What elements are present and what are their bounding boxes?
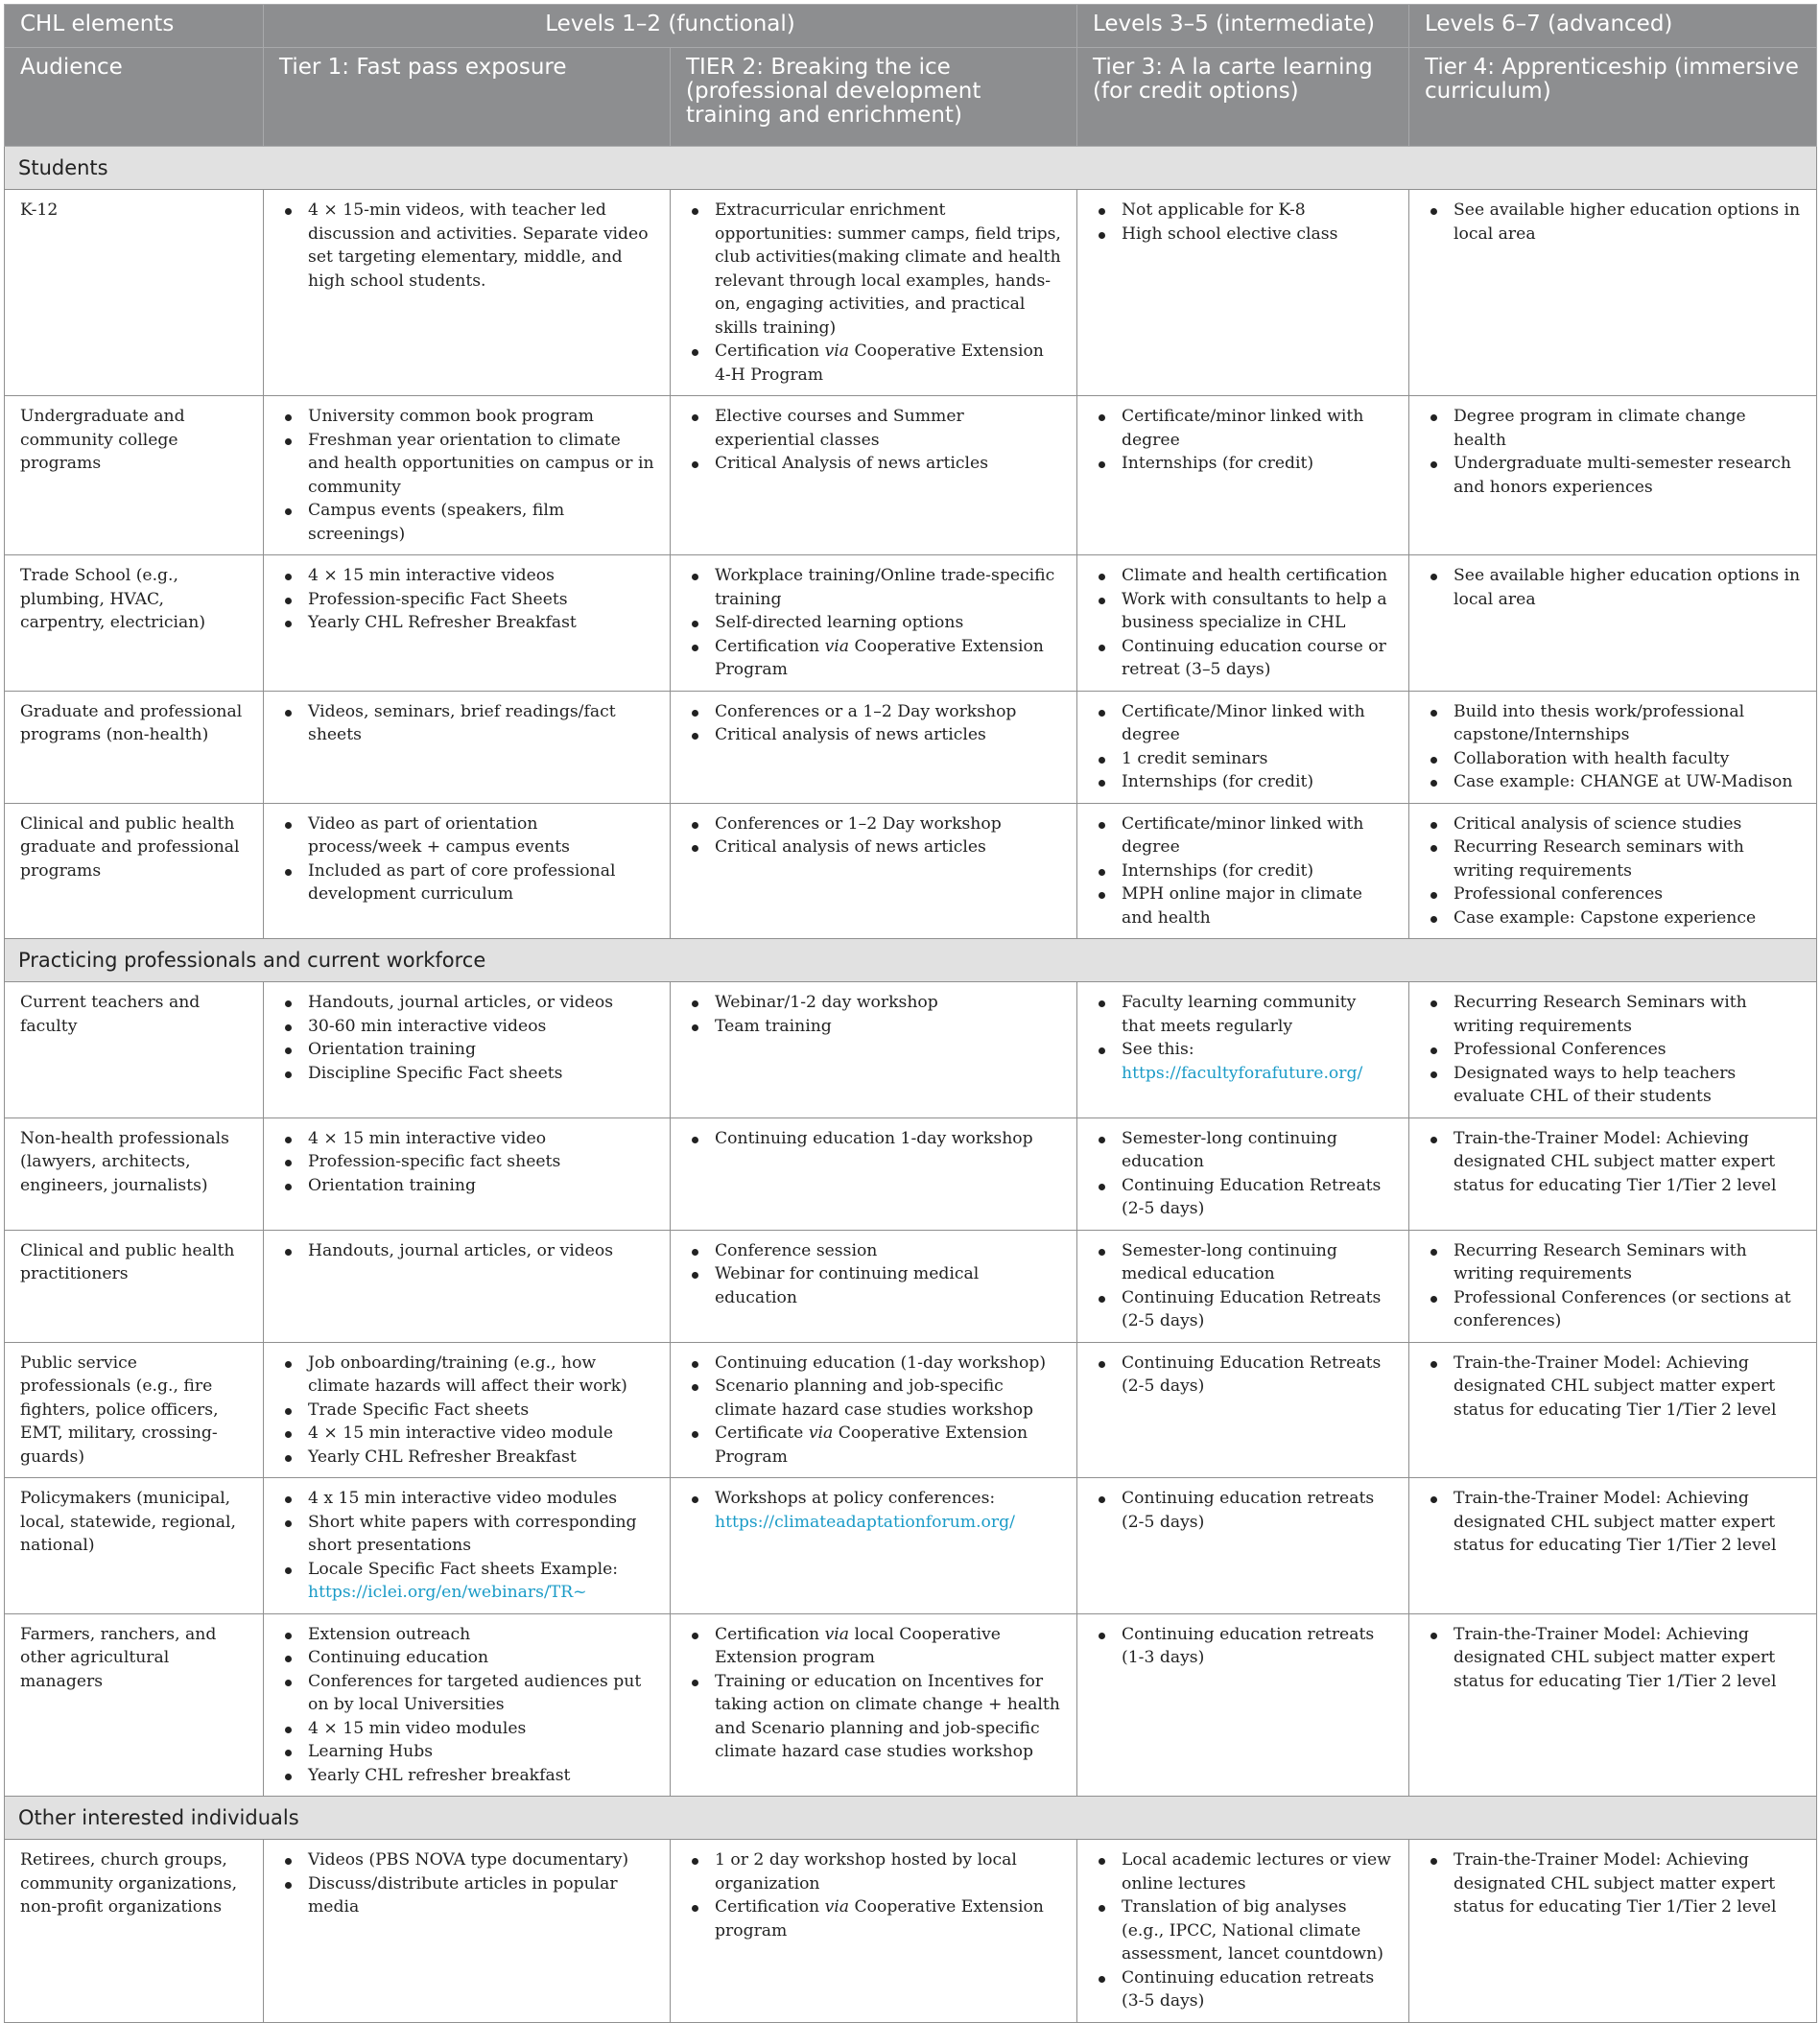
header-levels-3-5: Levels 3–5 (intermediate): [1077, 5, 1409, 48]
bullet-list: [686, 991, 1061, 1038]
bullet-item: Webinar for continuing medical education: [686, 1262, 1061, 1309]
table-row: [5, 982, 1817, 1118]
bullet-item: Certificate/Minor linked with degree: [1093, 700, 1393, 747]
bullet-item: Yearly CHL Refresher Breakfast: [279, 611, 654, 635]
bullet-item: Locale Specific Fact sheets Example: https://iclei.org/en/webinars/TR~: [279, 1558, 654, 1605]
bullet-item: See available higher education options in local area: [1425, 199, 1801, 246]
bullet-item: 4 × 15 min interactive video: [279, 1127, 654, 1151]
section-title: Other interested individuals: [5, 1797, 1817, 1840]
audience-cell: Graduate and professional programs (non-health): [5, 691, 264, 803]
bullet-item: Continuing education: [279, 1646, 654, 1670]
tier-3-cell: [1077, 190, 1409, 396]
tier-1-cell: [264, 803, 671, 939]
url-link[interactable]: https://facultyforafuture.org/: [1122, 1063, 1363, 1083]
audience-cell: Public service professionals (e.g., fire fighters, police officers, EMT, military, crossing-guards): [5, 1342, 264, 1478]
bullet-list: [1425, 700, 1801, 794]
bullet-item: Build into thesis work/professional capstone/Internships: [1425, 700, 1801, 747]
section-title: Students: [5, 147, 1817, 190]
bullet-item: Trade Specific Fact sheets: [279, 1399, 654, 1423]
bullet-list: [686, 1848, 1061, 1942]
tier-3-cell: [1077, 803, 1409, 939]
tier-3-cell: [1077, 1342, 1409, 1478]
tier-2-cell: [671, 691, 1077, 803]
audience-cell: Trade School (e.g., plumbing, HVAC, carpentry, electrician): [5, 555, 264, 692]
tier-1-cell: [264, 691, 671, 803]
table-row: [5, 396, 1817, 555]
bullet-list: [279, 1127, 654, 1198]
url-link[interactable]: https://climateadaptationforum.org/: [715, 1512, 1015, 1532]
section-row: [5, 147, 1817, 190]
bullet-item: 4 × 15-min videos, with teacher led discussion and activities. Separate video set targeting elementary, middle, and high school students.: [279, 199, 654, 293]
tier-3-cell: [1077, 396, 1409, 555]
tier-4-cell: [1409, 691, 1817, 803]
tier-2-cell: [671, 1342, 1077, 1478]
audience-cell: Clinical and public health graduate and professional programs: [5, 803, 264, 939]
bullet-item: Critical analysis of news articles: [686, 835, 1061, 859]
bullet-item: Extracurricular enrichment opportunities: summer camps, field trips, club activities(making climate and health relevant through local examples, hands-on, engaging activities, and practical skills training): [686, 199, 1061, 340]
tier-2-cell: [671, 555, 1077, 692]
tier-2-cell: [671, 1613, 1077, 1797]
table-row: [5, 691, 1817, 803]
audience-cell: Clinical and public health practitioners: [5, 1230, 264, 1342]
table-row: [5, 1230, 1817, 1342]
table-row: [5, 555, 1817, 692]
header-tier-4: Tier 4: Apprenticeship (immersive curriculum): [1409, 48, 1817, 147]
bullet-item: Job onboarding/training (e.g., how climate hazards will affect their work): [279, 1352, 654, 1399]
bullet-item: Work with consultants to help a business specialize in CHL: [1093, 588, 1393, 635]
bullet-list: [279, 1352, 654, 1470]
bullet-item: Certification via Cooperative Extension Program: [686, 635, 1061, 682]
bullet-item: Continuing Education Retreats (2-5 days): [1093, 1286, 1393, 1333]
audience-cell: Policymakers (municipal, local, statewide, regional, national): [5, 1478, 264, 1614]
bullet-item: Extension outreach: [279, 1623, 654, 1647]
bullet-item: Case example: CHANGE at UW-Madison: [1425, 770, 1801, 794]
bullet-list: [279, 564, 654, 635]
bullet-item: Freshman year orientation to climate and health opportunities on campus or in community: [279, 429, 654, 500]
bullet-item: 30-60 min interactive videos: [279, 1015, 654, 1039]
bullet-list: [1093, 812, 1393, 930]
bullet-item: Internships (for credit): [1093, 770, 1393, 794]
header-chl-elements: CHL elements: [5, 5, 264, 48]
tier-1-cell: [264, 190, 671, 396]
bullet-item: Certificate/minor linked with degree: [1093, 405, 1393, 452]
tier-3-cell: [1077, 1230, 1409, 1342]
bullet-list: [1425, 1623, 1801, 1694]
bullet-list: [279, 199, 654, 293]
bullet-item: 4 × 15 min interactive video module: [279, 1422, 654, 1446]
header-levels-1-2: Levels 1–2 (functional): [264, 5, 1077, 48]
bullet-list: [279, 1623, 654, 1788]
bullet-list: [1093, 1848, 1393, 2013]
table-row: [5, 1478, 1817, 1614]
bullet-item: Campus events (speakers, film screenings): [279, 499, 654, 546]
table-body: [5, 147, 1817, 2023]
bullet-item: Certification via local Cooperative Extension program: [686, 1623, 1061, 1670]
bullet-item: Certification via Cooperative Extension program: [686, 1895, 1061, 1942]
bullet-item: Elective courses and Summer experiential classes: [686, 405, 1061, 452]
bullet-item: Internships (for credit): [1093, 859, 1393, 883]
bullet-list: [1093, 1352, 1393, 1399]
bullet-list: [1425, 1848, 1801, 1919]
bullet-item: Continuing education (1-day workshop): [686, 1352, 1061, 1376]
bullet-list: [1093, 199, 1393, 246]
bullet-item: Yearly CHL refresher breakfast: [279, 1764, 654, 1788]
tier-2-cell: [671, 1230, 1077, 1342]
table-row: [5, 1342, 1817, 1478]
tier-2-cell: [671, 803, 1077, 939]
tiers-row: [5, 48, 1817, 147]
tier-3-cell: [1077, 1840, 1409, 2023]
bullet-list: [1093, 1127, 1393, 1221]
bullet-item: MPH online major in climate and health: [1093, 882, 1393, 929]
bullet-list: [1093, 1623, 1393, 1670]
bullet-list: [1425, 1239, 1801, 1333]
bullet-item: Train-the-Trainer Model: Achieving designated CHL subject matter expert status for educating Tier 1/Tier 2 level: [1425, 1487, 1801, 1558]
bullet-list: [279, 1487, 654, 1605]
tier-3-cell: [1077, 1613, 1409, 1797]
tier-2-cell: [671, 396, 1077, 555]
bullet-list: [1093, 405, 1393, 476]
bullet-item: Conferences or 1–2 Day workshop: [686, 812, 1061, 836]
bullet-item: Local academic lectures or view online lectures: [1093, 1848, 1393, 1895]
bullet-list: [686, 1487, 1061, 1534]
bullet-item: Train-the-Trainer Model: Achieving designated CHL subject matter expert status for educating Tier 1/Tier 2 level: [1425, 1352, 1801, 1423]
tier-4-cell: [1409, 1613, 1817, 1797]
bullet-item: Faculty learning community that meets regularly: [1093, 991, 1393, 1038]
tier-4-cell: [1409, 1230, 1817, 1342]
bullet-item: Short white papers with corresponding short presentations: [279, 1511, 654, 1558]
header-levels-6-7: Levels 6–7 (advanced): [1409, 5, 1817, 48]
bullet-item: Recurring Research Seminars with writing requirements: [1425, 1239, 1801, 1286]
bullet-item: Train-the-Trainer Model: Achieving designated CHL subject matter expert status for educating Tier 1/Tier 2 level: [1425, 1623, 1801, 1694]
tier-2-cell: [671, 1117, 1077, 1230]
tier-1-cell: [264, 555, 671, 692]
bullet-list: [686, 564, 1061, 682]
bullet-list: [1425, 1127, 1801, 1198]
bullet-item: Critical analysis of science studies: [1425, 812, 1801, 836]
bullet-list: [1425, 1352, 1801, 1423]
tier-2-cell: [671, 1478, 1077, 1614]
bullet-item: Included as part of core professional development curriculum: [279, 859, 654, 906]
table-row: [5, 1613, 1817, 1797]
bullet-list: [1093, 1239, 1393, 1333]
bullet-item: Continuing Education Retreats (2-5 days): [1093, 1174, 1393, 1221]
bullet-list: [279, 700, 654, 747]
header-tier-2: TIER 2: Breaking the ice (professional development training and enrichment): [671, 48, 1077, 147]
bullet-item: Workplace training/Online trade-specific training: [686, 564, 1061, 611]
bullet-item: Discuss/distribute articles in popular media: [279, 1872, 654, 1919]
bullet-item: Professional conferences: [1425, 882, 1801, 906]
audience-cell: Farmers, ranchers, and other agricultural managers: [5, 1613, 264, 1797]
tier-2-cell: [671, 982, 1077, 1118]
bullet-item: Continuing education retreats (2-5 days): [1093, 1487, 1393, 1534]
bullet-item: Continuing education retreats (3-5 days): [1093, 1966, 1393, 2013]
tier-3-cell: [1077, 982, 1409, 1118]
bullet-list: [1093, 564, 1393, 682]
tier-4-cell: [1409, 555, 1817, 692]
tier-4-cell: [1409, 1478, 1817, 1614]
bullet-item: Discipline Specific Fact sheets: [279, 1062, 654, 1086]
header-audience: Audience: [5, 48, 264, 147]
bullet-item: Professional Conferences: [1425, 1038, 1801, 1062]
tier-4-cell: [1409, 803, 1817, 939]
tier-1-cell: [264, 1230, 671, 1342]
bullet-item: Degree program in climate change health: [1425, 405, 1801, 452]
table-row: [5, 190, 1817, 396]
bullet-item: Certificate/minor linked with degree: [1093, 812, 1393, 859]
bullet-item: Training or education on Incentives for taking action on climate change + health and Scenario planning and job-specific climate hazard case studies workshop: [686, 1670, 1061, 1764]
bullet-item: Recurring Research Seminars with writing requirements: [1425, 991, 1801, 1038]
bullet-item: Conference session: [686, 1239, 1061, 1263]
bullet-list: [279, 1848, 654, 1919]
bullet-item: Critical analysis of news articles: [686, 723, 1061, 747]
bullet-item: Certification via Cooperative Extension 4-H Program: [686, 340, 1061, 387]
bullet-item: Train-the-Trainer Model: Achieving designated CHL subject matter expert status for educating Tier 1/Tier 2 level: [1425, 1848, 1801, 1919]
tier-1-cell: [264, 1478, 671, 1614]
tier-1-cell: [264, 982, 671, 1118]
table-row: [5, 1840, 1817, 2023]
tier-2-cell: [671, 190, 1077, 396]
bullet-item: Train-the-Trainer Model: Achieving designated CHL subject matter expert status for educating Tier 1/Tier 2 level: [1425, 1127, 1801, 1198]
bullet-list: [1425, 812, 1801, 930]
tier-4-cell: [1409, 1342, 1817, 1478]
bullet-item: Self-directed learning options: [686, 611, 1061, 635]
bullet-item: Conferences for targeted audiences put on by local Universities: [279, 1670, 654, 1717]
audience-cell: Retirees, church groups, community organizations, non-profit organizations: [5, 1840, 264, 2023]
bullet-item: Translation of big analyses (e.g., IPCC, National climate assessment, lancet countdown): [1093, 1895, 1393, 1966]
tier-1-cell: [264, 1117, 671, 1230]
tier-3-cell: [1077, 691, 1409, 803]
bullet-item: Not applicable for K-8: [1093, 199, 1393, 223]
bullet-item: Recurring Research seminars with writing requirements: [1425, 835, 1801, 882]
bullet-item: Critical Analysis of news articles: [686, 452, 1061, 476]
bullet-item: 4 × 15 min video modules: [279, 1717, 654, 1741]
tier-3-cell: [1077, 555, 1409, 692]
bullet-item: Continuing education retreats (1-3 days): [1093, 1623, 1393, 1670]
url-link[interactable]: https://iclei.org/en/webinars/TR~: [308, 1583, 587, 1602]
bullet-list: [1425, 199, 1801, 246]
bullet-list: [686, 812, 1061, 859]
bullet-item: 4 × 15 min interactive videos: [279, 564, 654, 588]
bullet-list: [279, 405, 654, 546]
bullet-item: Case example: Capstone experience: [1425, 906, 1801, 930]
bullet-item: University common book program: [279, 405, 654, 429]
bullet-item: Certificate via Cooperative Extension Program: [686, 1422, 1061, 1469]
tier-1-cell: [264, 1342, 671, 1478]
tier-4-cell: [1409, 1840, 1817, 2023]
bullet-item: Videos, seminars, brief readings/fact sheets: [279, 700, 654, 747]
tier-1-cell: [264, 1840, 671, 2023]
tier-3-cell: [1077, 1478, 1409, 1614]
tier-4-cell: [1409, 396, 1817, 555]
bullet-item: Handouts, journal articles, or videos: [279, 1239, 654, 1263]
bullet-item: Workshops at policy conferences: https://climateadaptationforum.org/: [686, 1487, 1061, 1534]
bullet-item: Profession-specific fact sheets: [279, 1150, 654, 1174]
tier-1-cell: [264, 396, 671, 555]
audience-cell: Current teachers and faculty: [5, 982, 264, 1118]
bullet-list: [686, 1127, 1061, 1151]
bullet-item: Webinar/1-2 day workshop: [686, 991, 1061, 1015]
bullet-item: Professional Conferences (or sections at conferences): [1425, 1286, 1801, 1333]
section-row: [5, 939, 1817, 982]
header-tier-3: Tier 3: A la carte learning (for credit options): [1077, 48, 1409, 147]
bullet-list: [1425, 1487, 1801, 1558]
bullet-item: See available higher education options in local area: [1425, 564, 1801, 611]
audience-cell: K-12: [5, 190, 264, 396]
bullet-item: Semester-long continuing education: [1093, 1127, 1393, 1174]
bullet-item: Continuing Education Retreats (2-5 days): [1093, 1352, 1393, 1399]
table-row: [5, 803, 1817, 939]
levels-row: [5, 5, 1817, 48]
audience-cell: Undergraduate and community college programs: [5, 396, 264, 555]
chl-curriculum-table: [4, 4, 1817, 2023]
bullet-list: [279, 991, 654, 1085]
bullet-item: Handouts, journal articles, or videos: [279, 991, 654, 1015]
header-tier-1: Tier 1: Fast pass exposure: [264, 48, 671, 147]
bullet-item: 1 credit seminars: [1093, 747, 1393, 771]
bullet-item: Videos (PBS NOVA type documentary): [279, 1848, 654, 1872]
bullet-item: Team training: [686, 1015, 1061, 1039]
tier-2-cell: [671, 1840, 1077, 2023]
bullet-item: Profession-specific Fact Sheets: [279, 588, 654, 612]
bullet-list: [686, 1623, 1061, 1764]
bullet-item: Climate and health certification: [1093, 564, 1393, 588]
bullet-list: [686, 199, 1061, 387]
bullet-item: Semester-long continuing medical education: [1093, 1239, 1393, 1286]
bullet-item: Collaboration with health faculty: [1425, 747, 1801, 771]
bullet-item: 1 or 2 day workshop hosted by local organization: [686, 1848, 1061, 1895]
bullet-item: High school elective class: [1093, 223, 1393, 247]
bullet-item: Continuing education 1-day workshop: [686, 1127, 1061, 1151]
bullet-item: Yearly CHL Refresher Breakfast: [279, 1446, 654, 1470]
bullet-list: [1425, 991, 1801, 1109]
bullet-item: See this: https://facultyforafuture.org/: [1093, 1038, 1393, 1085]
bullet-item: Scenario planning and job-specific climate hazard case studies workshop: [686, 1375, 1061, 1422]
bullet-item: Internships (for credit): [1093, 452, 1393, 476]
bullet-list: [1093, 700, 1393, 794]
bullet-item: Orientation training: [279, 1038, 654, 1062]
section-title: Practicing professionals and current workforce: [5, 939, 1817, 982]
bullet-item: Designated ways to help teachers evaluate CHL of their students: [1425, 1062, 1801, 1109]
bullet-item: Undergraduate multi-semester research and honors experiences: [1425, 452, 1801, 499]
bullet-list: [1093, 1487, 1393, 1534]
tier-4-cell: [1409, 190, 1817, 396]
bullet-list: [1425, 564, 1801, 611]
audience-cell: Non-health professionals (lawyers, architects, engineers, journalists): [5, 1117, 264, 1230]
bullet-list: [279, 812, 654, 906]
table-header: [5, 5, 1817, 147]
bullet-item: Conferences or a 1–2 Day workshop: [686, 700, 1061, 724]
tier-1-cell: [264, 1613, 671, 1797]
tier-4-cell: [1409, 1117, 1817, 1230]
section-row: [5, 1797, 1817, 1840]
bullet-item: Video as part of orientation process/week + campus events: [279, 812, 654, 859]
bullet-list: [686, 1239, 1061, 1310]
tier-3-cell: [1077, 1117, 1409, 1230]
bullet-item: Orientation training: [279, 1174, 654, 1198]
table-row: [5, 1117, 1817, 1230]
bullet-list: [1093, 991, 1393, 1085]
bullet-list: [279, 1239, 654, 1263]
bullet-list: [1425, 405, 1801, 499]
bullet-list: [686, 700, 1061, 747]
bullet-item: Continuing education course or retreat (3–5 days): [1093, 635, 1393, 682]
tier-4-cell: [1409, 982, 1817, 1118]
bullet-list: [686, 1352, 1061, 1470]
bullet-item: 4 x 15 min interactive video modules: [279, 1487, 654, 1511]
bullet-list: [686, 405, 1061, 476]
bullet-item: Learning Hubs: [279, 1740, 654, 1764]
